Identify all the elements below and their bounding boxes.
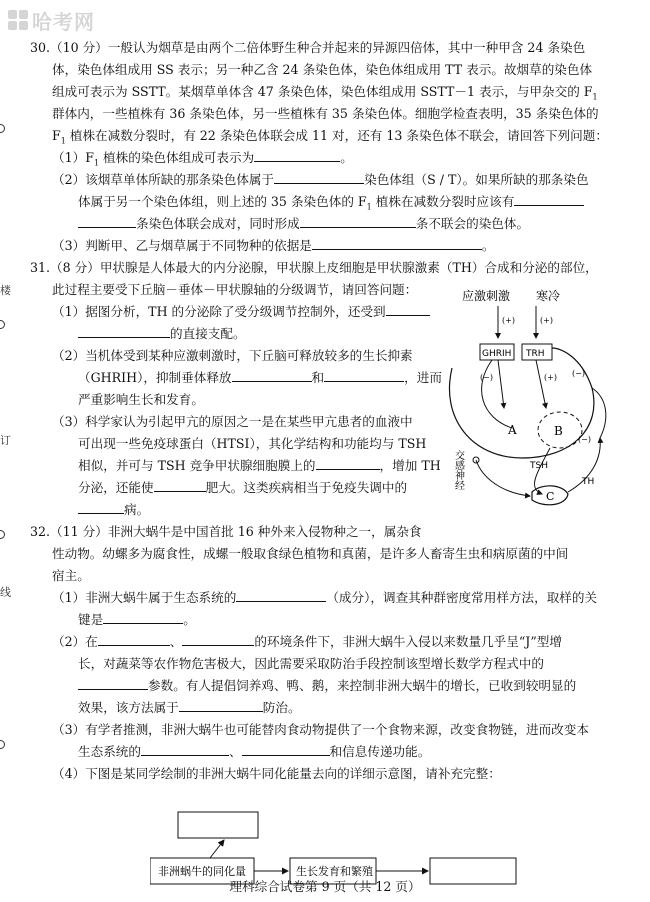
label-a: A: [508, 423, 517, 437]
q30-line-3: 组成可表示为 SSTT。某烟草单体含 47 条染色体，染色体组成用 SSTT－1 表示，与甲杂交的 $F_1$: [52, 84, 598, 102]
label-b: B: [554, 424, 563, 438]
answer-blank[interactable]: [154, 478, 206, 492]
margin-mark-1: 楼: [0, 284, 11, 297]
q32-sub3-line1: （3）有学者推测，非洲大蜗牛也可能替肉食动物提供了一个食物来源，改变食物链，进而改变本: [52, 722, 589, 737]
plus-label: (+): [544, 373, 557, 382]
answer-blank[interactable]: [98, 632, 170, 646]
arrow-sympathetic: [476, 460, 530, 496]
q30-line-5: $F_1$ 植株在减数分裂时，有 22 条染色体联会成 11 对，还有 13 条染色体不联会，请回答下列问题：: [52, 128, 608, 146]
binding-hole-circle: [0, 530, 5, 539]
label-stress: 应激刺激: [462, 289, 511, 303]
answer-blank[interactable]: [232, 368, 312, 382]
q30-line-4: 群体内，一些植株有 36 条染色体，另一些植株有 35 条染色体。细胞学检查表明，35 条染色体的: [52, 106, 599, 121]
th-label: TH: [582, 477, 595, 487]
ghrih-label: GHRIH: [482, 349, 512, 359]
answer-blank[interactable]: [179, 698, 263, 712]
flow-blank-box-top[interactable]: [178, 812, 258, 838]
answer-blank[interactable]: [386, 302, 430, 316]
answer-blank[interactable]: [274, 170, 364, 184]
answer-blank[interactable]: [324, 368, 404, 382]
plus-label: (+): [502, 316, 515, 325]
arrow-ghrih-down: [498, 360, 504, 408]
q30-sub2-line1: （2）该烟草单体所缺的那条染色体属于 染色体组（S / T）。如果所缺的那条染色: [52, 172, 589, 187]
q32-sub3-line2: 生态系统的 、 和信息传递功能。: [78, 744, 431, 759]
trh-label: TRH: [526, 349, 545, 359]
q30-sub2-line2: 体属于另一个染色体组，则上述的 35 条染色体的 $F_1$ 植株在减数分裂时应该有: [78, 192, 584, 218]
q30-line-1: 30.（10 分）一般认为烟草是由两个二倍体野生种合并起来的异源四倍体，其中一种甲含 24 条染色: [30, 40, 586, 55]
q32-sub2-line3: 参数。有人提倡饲养鸡、鸭、鹅，来控制非洲大蜗牛的增长，已收到较明显的: [78, 676, 576, 696]
flow-box-assimilation-label: 非洲蜗牛的同化量: [158, 865, 246, 878]
q32-line-2: 性动物。幼螺多为腐食性，成螺一般取食绿色植物和真菌，是许多人畜寄生虫和病原菌的中间: [52, 546, 569, 561]
tsh-label: TSH: [530, 461, 548, 471]
q31-sub2-line2: （GHRIH），抑制垂体释放 和 ，进而: [78, 370, 442, 385]
answer-blank[interactable]: [300, 214, 416, 228]
plus-label: (+): [540, 316, 553, 325]
q31-sub2-line1: （2）当机体受到某种应激刺激时，下丘脑可释放较多的生长抑素: [52, 348, 413, 363]
q31-sub1-line2: 的直接支配。: [78, 324, 246, 344]
arrow-trh-down: [536, 360, 546, 408]
q31-line-1: 31.（8 分）甲状腺是人体最大的内分泌腺，甲状腺上皮细胞是甲状腺激素（TH）合成和分泌的部位，: [30, 260, 598, 275]
hypothalamus-outline: [449, 348, 593, 458]
minus-label: (−): [480, 373, 493, 382]
side-arc: [592, 388, 606, 438]
answer-blank[interactable]: [242, 742, 330, 756]
sympathetic-label: 交感神经: [452, 450, 464, 490]
q31-sub2-line3: 严重影响生长和发育。: [78, 392, 204, 407]
q31-sub3-line2: 可出现一些免疫球蛋白（HTSI），其化学结构和功能均与 TSH: [78, 436, 427, 451]
margin-mark-2: 订: [0, 434, 11, 447]
label-cold: 寒冷: [536, 289, 561, 303]
binding-hole-circle: [0, 124, 5, 133]
q31-sub1-line1: （1）据图分析，TH 的分泌除了受分级调节控制外，还受到: [52, 302, 430, 322]
q32-line-1: 32.（11 分）非洲大蜗牛是中国首批 16 种外来入侵物种之一，属杂食: [30, 524, 422, 539]
margin-mark-3: 线: [0, 586, 11, 599]
answer-blank[interactable]: [141, 742, 229, 756]
q31-sub3-line4: 分泌，还能使 肥大。这类疾病相当于免疫失调中的: [78, 480, 408, 495]
q30-sub3: （3）判断甲、乙与烟草属于不同物种的依据是 。: [52, 238, 495, 253]
q31-sub3-line5: 病。: [78, 500, 149, 520]
q32-sub1-line1: （1）非洲大蜗牛属于生态系统的 （成分），调查其种群密度常用样方法，取样的关: [52, 590, 598, 605]
answer-blank[interactable]: [182, 632, 254, 646]
answer-blank[interactable]: [236, 588, 326, 602]
q31-sub3-line3: 相似，并可与 TSH 竞争甲状腺细胞膜上的 ，增加 TH: [78, 458, 441, 473]
q32-sub2-line1: （2）在 、 的环境条件下，非洲大蜗牛入侵以来数量几乎呈“J”型增: [52, 634, 562, 649]
minus-label: (−): [572, 369, 585, 378]
hpt-axis-diagram: [432, 288, 622, 518]
q32-line-3: 宿主。: [52, 568, 90, 583]
q30-line-2: 体，染色体组成用 SS 表示；另一种乙含 24 条染色体，染色体组成用 TT 表示。故烟草的染色体: [52, 62, 593, 77]
watermark-grid-icon: [8, 10, 28, 30]
watermark-logo: [8, 6, 118, 34]
q32-sub2-line2: 长，对蔬菜等农作物危害极大，因此需要采取防治手段控制该型增长数学方程式中的: [78, 656, 544, 671]
watermark-text: 哈考网: [32, 9, 95, 34]
answer-blank[interactable]: [312, 236, 482, 250]
q32-sub2-line4: 效果，该方法属于 防治。: [78, 700, 301, 715]
answer-blank[interactable]: [78, 500, 124, 514]
page-footer: 理科综合试卷第 9 页（共 12 页）: [229, 879, 421, 894]
label-c: C: [546, 490, 555, 503]
answer-blank[interactable]: [78, 214, 136, 228]
answer-blank[interactable]: [78, 676, 148, 690]
q32-sub4: （4）下图是某同学绘制的非洲大蜗牛同化能量去向的详细示意图，请补充完整：: [52, 766, 501, 781]
q31-sub3-line1: （3）科学家认为引起甲亢的原因之一是在某些甲亢患者的血液中: [52, 414, 413, 429]
answer-blank[interactable]: [103, 610, 183, 624]
arrow-to-top-box: [210, 840, 224, 858]
binding-hole-circle: [0, 320, 5, 329]
answer-blank[interactable]: [78, 324, 170, 338]
flow-box-growth-label: 生长发育和繁殖: [296, 865, 373, 878]
minus-label: (−): [578, 435, 591, 444]
q31-line-2: 此过程主要受下丘脑－垂体－甲状腺轴的分级调节，请回答问题：: [52, 282, 418, 297]
binding-hole-circle: [0, 740, 5, 749]
q32-sub1-line2: 键是 。: [78, 612, 196, 627]
answer-blank[interactable]: [254, 148, 340, 162]
q30-sub1: $(1)F_1$ 植株的染色体组成可表示为 。: [52, 150, 353, 168]
answer-blank[interactable]: [316, 456, 380, 470]
hypothalamus-inner: [482, 360, 512, 428]
answer-blank[interactable]: [514, 192, 584, 206]
q30-sub2-line3: 条染色体联会成对，同时形成 条不联会的染色体。: [78, 214, 529, 234]
